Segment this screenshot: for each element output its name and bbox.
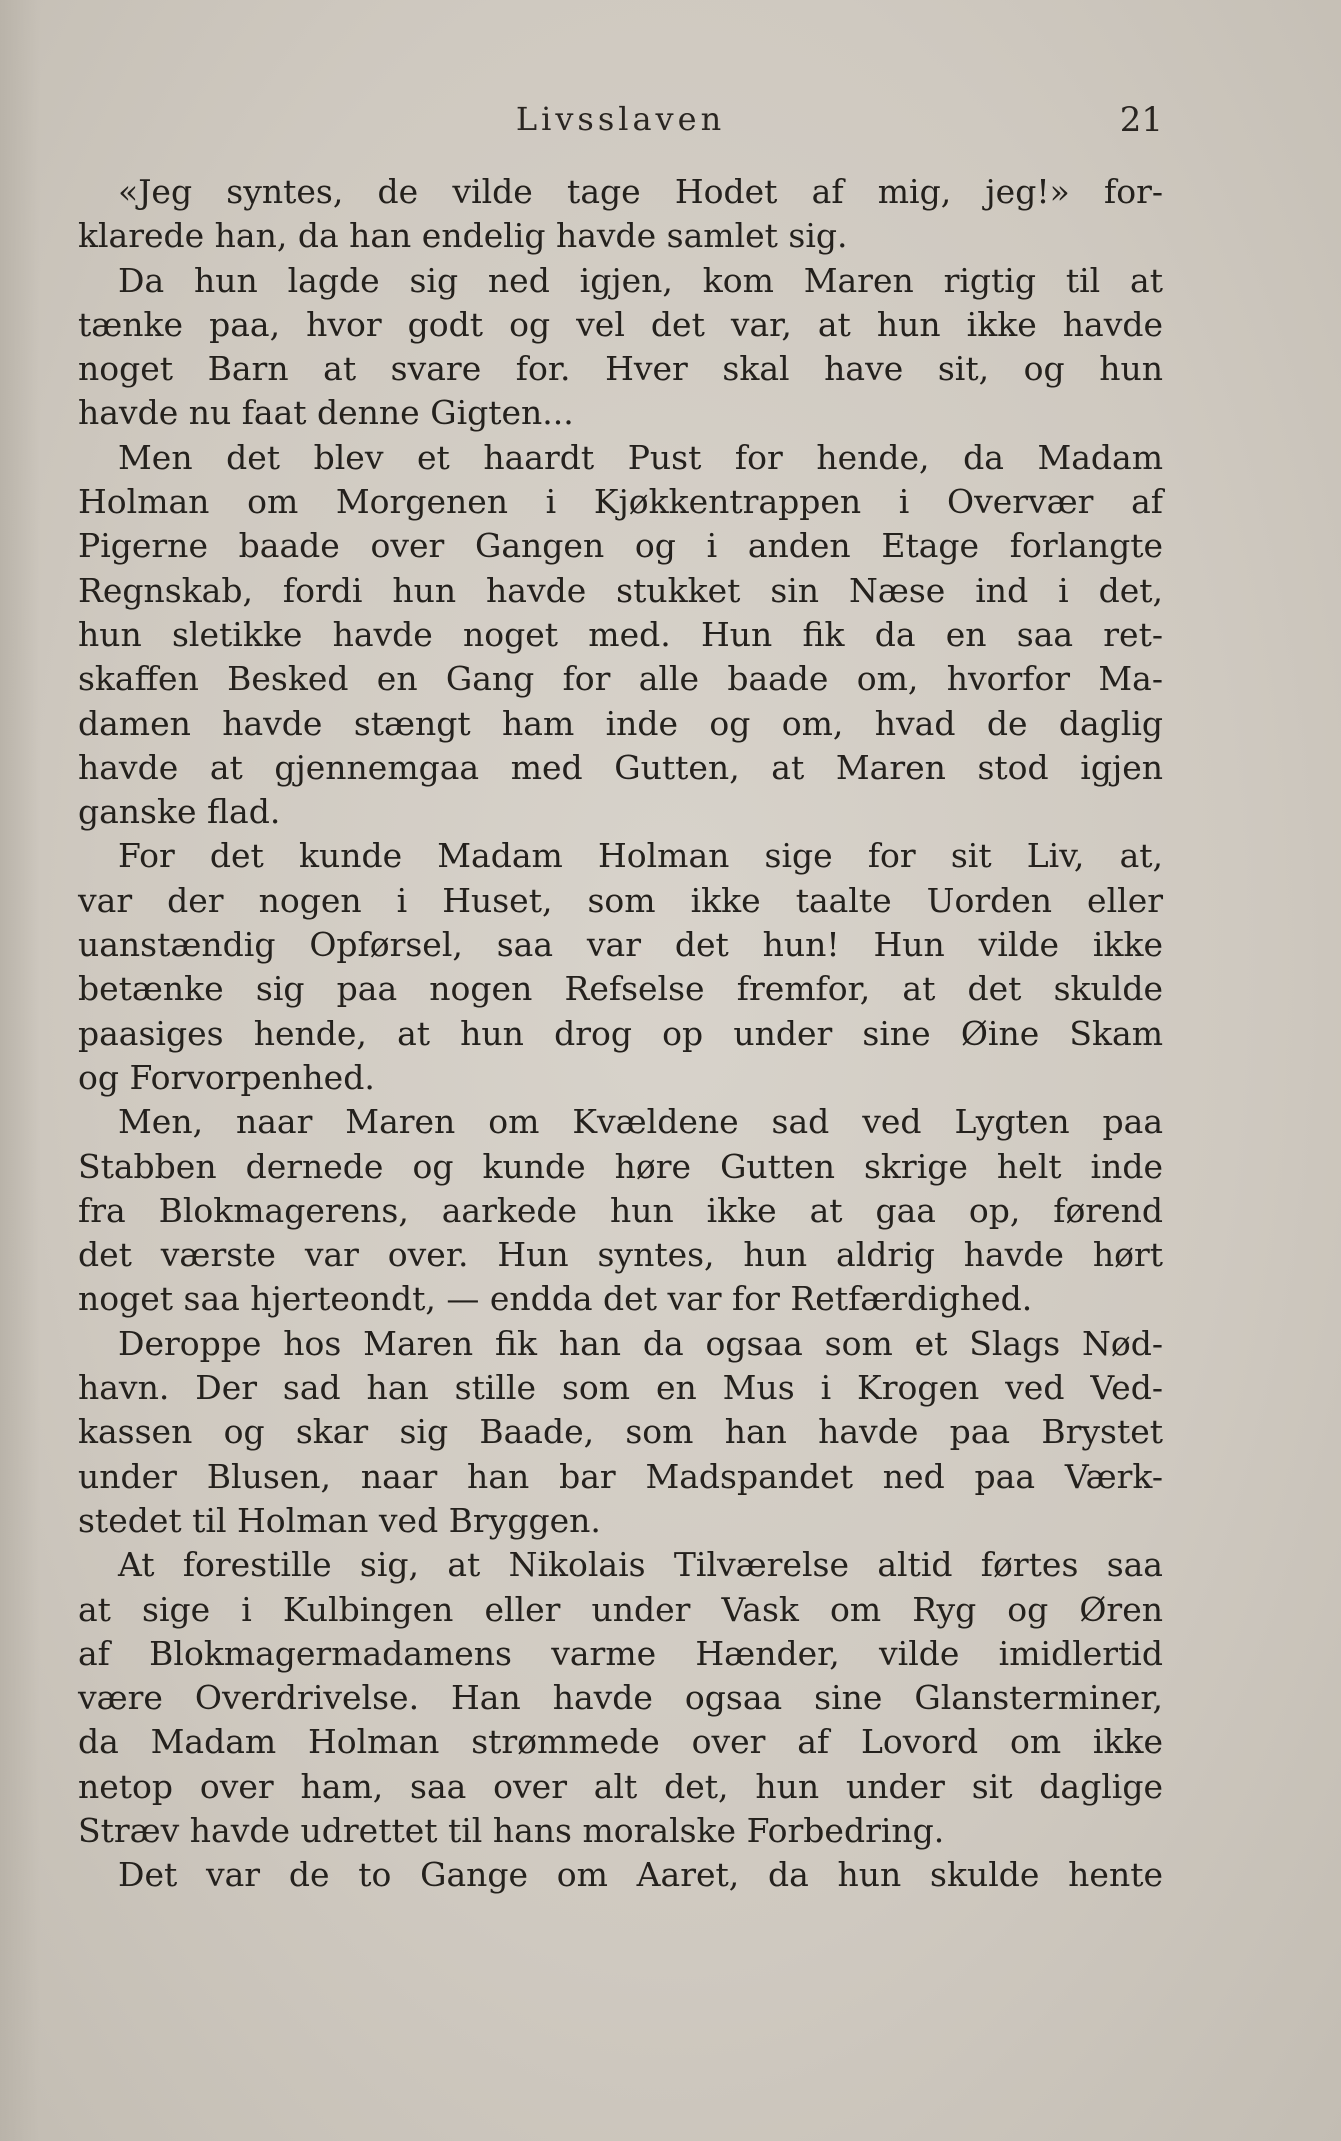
text-line: betænke sig paa nogen Refselse fremfor, at det skulde	[78, 969, 1163, 1009]
text-line: uanstændig Opførsel, saa var det hun! Hun vilde ikke	[78, 925, 1163, 965]
text-line: og Forvorpenhed.	[78, 1057, 375, 1097]
text-line: Holman om Morgenen i Kjøkkentrappen i Overvær af	[78, 482, 1163, 522]
text-line: var der nogen i Huset, som ikke taalte Uorden eller	[78, 880, 1163, 920]
text-line: damen havde stængt ham inde og om, hvad de daglig	[78, 703, 1163, 743]
text-line: havde at gjennemgaa med Gutten, at Maren stod igjen	[78, 747, 1163, 787]
text-line: være Overdrivelse. Han havde ogsaa sine Glansterminer,	[78, 1678, 1163, 1718]
text-line: fra Blokmagerens, aarkede hun ikke at gaa op, førend	[78, 1190, 1163, 1230]
text-line: For det kunde Madam Holman sige for sit Liv, at,	[118, 836, 1163, 876]
text-line: Det var de to Gange om Aaret, da hun skulde hente	[118, 1855, 1163, 1895]
body-text	[78, 170, 1163, 1898]
text-line: havde nu faat denne Gigten...	[78, 393, 574, 433]
text-line: kassen og skar sig Baade, som han havde paa Brystet	[78, 1412, 1163, 1452]
text-line: hun sletikke havde noget med. Hun fik da en saa ret-	[78, 614, 1163, 654]
page-number: 21	[1119, 100, 1163, 140]
text-line: Stabben dernede og kunde høre Gutten skrige helt inde	[78, 1146, 1163, 1186]
text-line: Regnskab, fordi hun havde stukket sin Næse ind i det,	[78, 570, 1163, 610]
text-line: Men, naar Maren om Kvældene sad ved Lygten paa	[118, 1102, 1163, 1142]
text-line: da Madam Holman strømmede over af Lovord om ikke	[78, 1722, 1163, 1762]
text-line: at sige i Kulbingen eller under Vask om Ryg og Øren	[78, 1589, 1163, 1629]
page-gutter-shadow	[0, 0, 40, 2141]
text-line: netop over ham, saa over alt det, hun under sit daglige	[78, 1766, 1163, 1806]
text-line: Men det blev et haardt Pust for hende, da Madam	[118, 437, 1163, 477]
text-line: ganske flad.	[78, 792, 281, 832]
text-line: Pigerne baade over Gangen og i anden Etage forlangte	[78, 526, 1163, 566]
text-line: klarede han, da han endelig havde samlet sig.	[78, 216, 848, 256]
text-line: Deroppe hos Maren fik han da ogsaa som et Slags Nød-	[118, 1323, 1163, 1363]
text-line: af Blokmagermadamens varme Hænder, vilde imidlertid	[78, 1633, 1163, 1673]
text-line: paasiges hende, at hun drog op under sine Øine Skam	[78, 1013, 1163, 1053]
text-line: skaffen Besked en Gang for alle baade om, hvorfor Ma-	[78, 659, 1163, 699]
text-line: under Blusen, naar han bar Madspandet ned paa Værk-	[78, 1456, 1163, 1496]
text-line: At forestille sig, at Nikolais Tilværelse altid førtes saa	[118, 1545, 1163, 1585]
text-line: stedet til Holman ved Bryggen.	[78, 1500, 601, 1540]
page-header	[78, 100, 1163, 150]
text-line: Da hun lagde sig ned igjen, kom Maren rigtig til at	[118, 260, 1163, 300]
text-line: Stræv havde udrettet til hans moralske Forbedring.	[78, 1810, 945, 1850]
text-line: noget Barn at svare for. Hver skal have sit, og hun	[78, 349, 1163, 389]
text-line: havn. Der sad han stille som en Mus i Krogen ved Ved-	[78, 1368, 1163, 1408]
text-line: «Jeg syntes, de vilde tage Hodet af mig, jeg!» for-	[118, 172, 1163, 211]
text-line: det værste var over. Hun syntes, hun aldrig havde hørt	[78, 1235, 1163, 1275]
text-line: tænke paa, hvor godt og vel det var, at hun ikke havde	[78, 304, 1163, 344]
running-title: Livsslaven	[515, 100, 726, 138]
text-line: noget saa hjerteondt, — endda det var for Retfærdighed.	[78, 1279, 1033, 1319]
